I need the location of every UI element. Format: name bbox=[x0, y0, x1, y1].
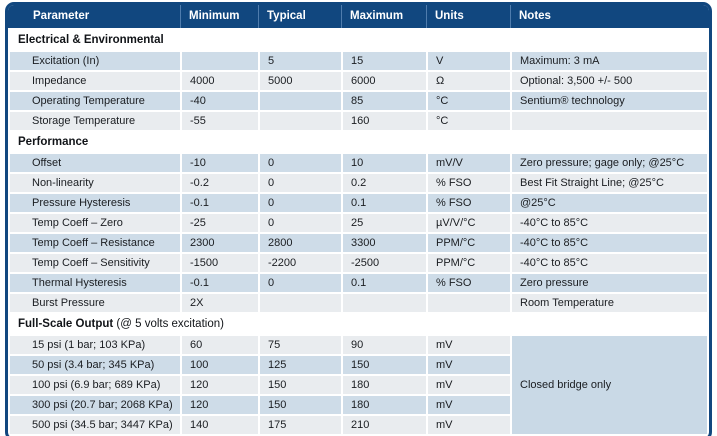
cell-parameter: Temp Coeff – Sensitivity bbox=[10, 254, 180, 272]
cell-units: % FSO bbox=[428, 174, 510, 192]
cell-units: Ω bbox=[428, 72, 510, 90]
cell-typical: 175 bbox=[260, 416, 341, 434]
cell-typical bbox=[260, 294, 341, 312]
cell-minimum: 2300 bbox=[182, 234, 258, 252]
cell-typical: 0 bbox=[260, 214, 341, 232]
cell-maximum: 180 bbox=[343, 376, 426, 394]
section-title: Full-Scale Output bbox=[18, 318, 114, 330]
cell-units: % FSO bbox=[428, 274, 510, 292]
cell-maximum: 85 bbox=[343, 92, 426, 110]
cell-notes: Best Fit Straight Line; @25°C bbox=[512, 174, 707, 192]
cell-maximum: 160 bbox=[343, 112, 426, 130]
column-header-notes: Notes bbox=[510, 5, 709, 28]
cell-minimum: 100 bbox=[182, 356, 258, 374]
cell-notes: -40°C to 85°C bbox=[512, 234, 707, 252]
cell-notes: -40°C to 85°C bbox=[512, 214, 707, 232]
cell-typical bbox=[260, 92, 341, 110]
cell-units: µV/V/°C bbox=[428, 214, 510, 232]
cell-maximum: 0.1 bbox=[343, 274, 426, 292]
cell-units: PPM/°C bbox=[428, 234, 510, 252]
cell-minimum: -40 bbox=[182, 92, 258, 110]
cell-parameter: Thermal Hysteresis bbox=[10, 274, 180, 292]
cell-typical: 5 bbox=[260, 52, 341, 70]
cell-parameter: Burst Pressure bbox=[10, 294, 180, 312]
cell-maximum: 25 bbox=[343, 214, 426, 232]
cell-typical: 125 bbox=[260, 356, 341, 374]
cell-parameter: Operating Temperature bbox=[10, 92, 180, 110]
cell-maximum: 90 bbox=[343, 336, 426, 354]
cell-minimum: 4000 bbox=[182, 72, 258, 90]
cell-typical: 0 bbox=[260, 154, 341, 172]
column-header-parameter: Parameter bbox=[33, 10, 90, 22]
cell-parameter: Temp Coeff – Zero bbox=[10, 214, 180, 232]
cell-parameter: Pressure Hysteresis bbox=[10, 194, 180, 212]
cell-minimum: 120 bbox=[182, 396, 258, 414]
cell-typical: 2800 bbox=[260, 234, 341, 252]
column-header-maximum: Maximum bbox=[341, 5, 426, 28]
cell-minimum: -0.1 bbox=[182, 194, 258, 212]
cell-minimum: 60 bbox=[182, 336, 258, 354]
table-body bbox=[8, 28, 709, 436]
cell-minimum: -10 bbox=[182, 154, 258, 172]
cell-parameter: 15 psi (1 bar; 103 KPa) bbox=[10, 336, 180, 354]
column-header-units: Units bbox=[426, 5, 510, 28]
cell-units bbox=[428, 294, 510, 312]
section-header bbox=[10, 30, 707, 50]
cell-units: mV bbox=[428, 376, 510, 394]
cell-parameter: 100 psi (6.9 bar; 689 KPa) bbox=[10, 376, 180, 394]
section-rows bbox=[10, 154, 707, 312]
cell-notes: Zero pressure bbox=[512, 274, 707, 292]
cell-maximum: 180 bbox=[343, 396, 426, 414]
cell-units: mV bbox=[428, 336, 510, 354]
cell-typical: -2200 bbox=[260, 254, 341, 272]
cell-parameter: 50 psi (3.4 bar; 345 KPa) bbox=[10, 356, 180, 374]
cell-notes: Zero pressure; gage only; @25°C bbox=[512, 154, 707, 172]
cell-units: mV bbox=[428, 396, 510, 414]
cell-typical: 5000 bbox=[260, 72, 341, 90]
cell-notes: @25°C bbox=[512, 194, 707, 212]
table-header-row bbox=[8, 5, 709, 28]
section-header bbox=[10, 314, 707, 334]
cell-minimum bbox=[182, 52, 258, 70]
cell-notes: Sentium® technology bbox=[512, 92, 707, 110]
cell-units: V bbox=[428, 52, 510, 70]
cell-minimum: 140 bbox=[182, 416, 258, 434]
cell-typical: 150 bbox=[260, 396, 341, 414]
cell-maximum: 3300 bbox=[343, 234, 426, 252]
cell-typical: 0 bbox=[260, 274, 341, 292]
section-title: Electrical & Environmental bbox=[18, 34, 164, 46]
cell-typical bbox=[260, 112, 341, 130]
cell-units: mV bbox=[428, 416, 510, 434]
cell-minimum: -55 bbox=[182, 112, 258, 130]
cell-minimum: 2X bbox=[182, 294, 258, 312]
cell-minimum: -0.2 bbox=[182, 174, 258, 192]
cell-notes: Maximum: 3 mA bbox=[512, 52, 707, 70]
column-header-typical: Typical bbox=[258, 5, 341, 28]
cell-maximum bbox=[343, 294, 426, 312]
section-rows bbox=[10, 52, 707, 130]
section-rows bbox=[10, 336, 707, 434]
cell-notes bbox=[512, 112, 707, 130]
section-title-suffix: (@ 5 volts excitation) bbox=[113, 318, 224, 330]
cell-maximum: 210 bbox=[343, 416, 426, 434]
cell-maximum: 0.1 bbox=[343, 194, 426, 212]
cell-parameter: 500 psi (34.5 bar; 3447 KPa) bbox=[10, 416, 180, 434]
column-header-minimum: Minimum bbox=[180, 5, 258, 28]
cell-minimum: -1500 bbox=[182, 254, 258, 272]
cell-parameter: Impedance bbox=[10, 72, 180, 90]
specification-table bbox=[5, 2, 712, 436]
cell-parameter: 300 psi (20.7 bar; 2068 KPa) bbox=[10, 396, 180, 414]
cell-maximum: 150 bbox=[343, 356, 426, 374]
cell-parameter: Offset bbox=[10, 154, 180, 172]
cell-units: °C bbox=[428, 92, 510, 110]
cell-minimum: 120 bbox=[182, 376, 258, 394]
section-title: Performance bbox=[18, 136, 89, 148]
cell-units: % FSO bbox=[428, 194, 510, 212]
cell-notes: Room Temperature bbox=[512, 294, 707, 312]
cell-minimum: -0.1 bbox=[182, 274, 258, 292]
cell-maximum: 10 bbox=[343, 154, 426, 172]
cell-parameter: Excitation (In) bbox=[10, 52, 180, 70]
cell-maximum: 15 bbox=[343, 52, 426, 70]
cell-maximum: -2500 bbox=[343, 254, 426, 272]
cell-notes: -40°C to 85°C bbox=[512, 254, 707, 272]
cell-parameter: Non-linearity bbox=[10, 174, 180, 192]
cell-units: mV bbox=[428, 356, 510, 374]
cell-typical: 75 bbox=[260, 336, 341, 354]
cell-typical: 150 bbox=[260, 376, 341, 394]
cell-units: °C bbox=[428, 112, 510, 130]
cell-minimum: -25 bbox=[182, 214, 258, 232]
section-header bbox=[10, 132, 707, 152]
cell-typical: 0 bbox=[260, 174, 341, 192]
cell-units: PPM/°C bbox=[428, 254, 510, 272]
cell-maximum: 0.2 bbox=[343, 174, 426, 192]
cell-notes-merged: Closed bridge only bbox=[512, 336, 707, 434]
cell-parameter: Storage Temperature bbox=[10, 112, 180, 130]
cell-maximum: 6000 bbox=[343, 72, 426, 90]
cell-typical: 0 bbox=[260, 194, 341, 212]
cell-units: mV/V bbox=[428, 154, 510, 172]
cell-notes: Optional: 3,500 +/- 500 bbox=[512, 72, 707, 90]
cell-parameter: Temp Coeff – Resistance bbox=[10, 234, 180, 252]
